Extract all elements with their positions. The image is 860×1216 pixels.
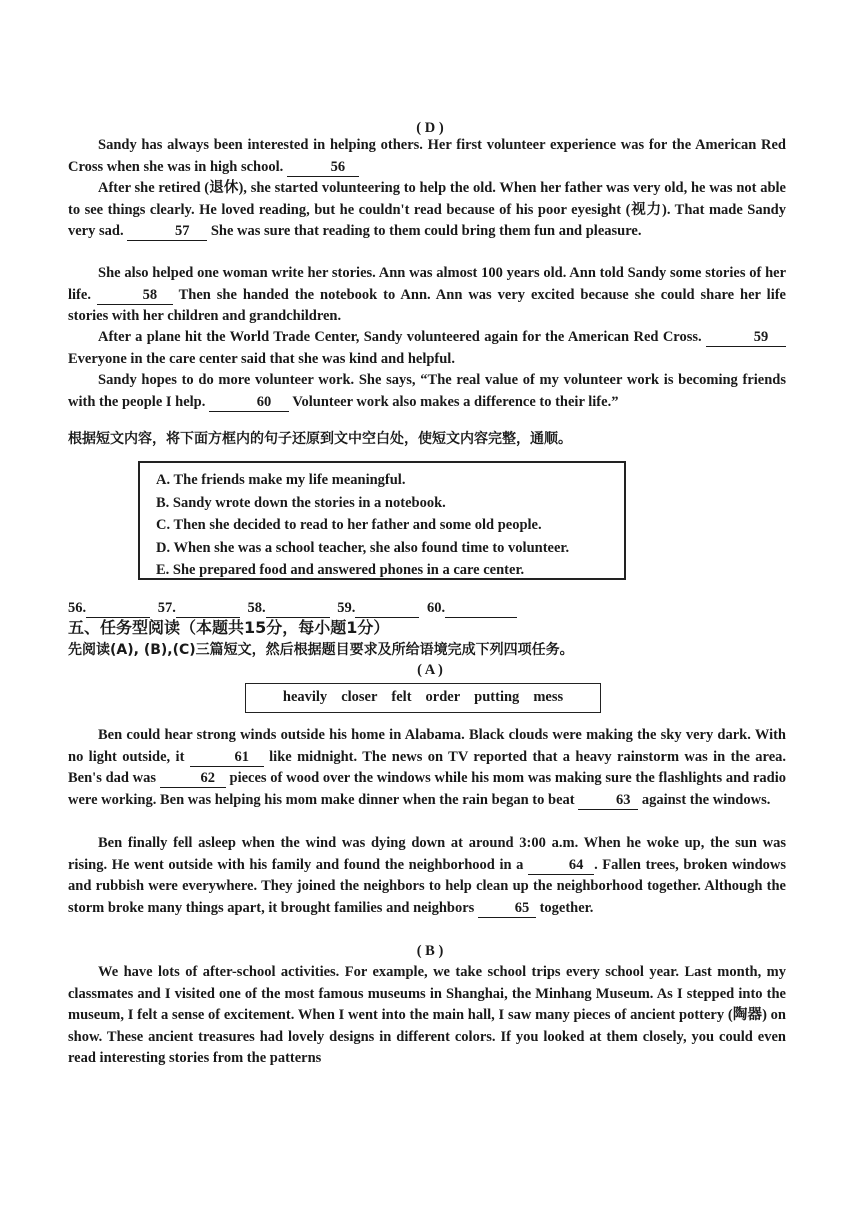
blank-63[interactable]: 63	[578, 791, 638, 810]
answer-label-58: 58.	[247, 600, 266, 616]
blank-64[interactable]: 64	[528, 856, 594, 875]
answer-blank-56[interactable]	[86, 599, 150, 618]
answer-label-59: 59.	[337, 600, 356, 616]
section-d-paragraph-3	[68, 263, 786, 328]
section-d-title: ( D )	[416, 120, 444, 136]
paragraph-text: She was sure that reading to them could bring them fun and pleasure.	[210, 223, 642, 239]
word-putting: putting	[474, 689, 520, 706]
answer-blank-58[interactable]	[266, 599, 330, 618]
option-a: A. The friends make my life meaningful.	[156, 472, 406, 488]
word-order: order	[425, 689, 461, 706]
blank-61[interactable]: 61	[190, 748, 264, 767]
blank-62[interactable]: 62	[160, 769, 226, 788]
word-heavily: heavily	[282, 689, 328, 706]
section-d-paragraph-2	[68, 178, 786, 243]
section-d-instruction: 根据短文内容，将下面方框内的句子还原到文中空白处，使短文内容完整，通顺。	[68, 431, 572, 447]
section-d-paragraph-1	[68, 135, 786, 178]
paragraph-text: Ben finally fell asleep when the wind was dying down at around 3:00 a.m. When he woke up, the sun was rising. He went outside with his family and found the neighborhood in a	[68, 835, 786, 873]
blank-58[interactable]: 58	[97, 286, 173, 305]
paragraph-text: against the windows.	[641, 791, 771, 808]
answer-label-57: 57.	[157, 600, 176, 616]
section-a-paragraph-2	[68, 833, 786, 919]
options-box	[138, 461, 626, 580]
answer-blank-60[interactable]	[445, 599, 517, 618]
word-mess: mess	[533, 689, 564, 706]
section-d-paragraph-4	[68, 327, 786, 370]
blank-59[interactable]: 59	[706, 328, 786, 347]
blank-56[interactable]: 56	[287, 158, 359, 177]
paragraph-text: Everyone in the care center said that she was kind and helpful.	[68, 350, 455, 367]
option-e: E. She prepared food and answered phones in a care center.	[156, 562, 525, 578]
word-closer: closer	[341, 689, 378, 706]
paragraph-text: . Fallen trees, broken windows and rubbish were everywhere. They joined the neighbors to help clean up the neighborhood together. Although the storm broke many things apart, it brought families and neighbors	[68, 856, 787, 916]
paragraph-text: Ben could hear strong winds outside his home in Alabama. Black clouds were making the sky very dark. With no light outside, it	[68, 727, 786, 765]
section-a-paragraph-1	[68, 725, 786, 811]
paragraph-text: After a plane hit the World Trade Center, Sandy volunteered again for the American Red Cross.	[98, 329, 702, 345]
section-b-title: ( B )	[416, 943, 444, 959]
answer-label-56: 56.	[68, 600, 87, 616]
paragraph-text: She also helped one woman write her stories. Ann was almost 100 years old. Ann told Sandy some stories of her life.	[68, 265, 786, 303]
option-b: B. Sandy wrote down the stories in a notebook.	[156, 494, 446, 511]
word-felt: felt	[391, 689, 412, 706]
word-bank-box	[245, 683, 601, 713]
section-a-title: ( A )	[417, 662, 443, 678]
option-c: C. Then she decided to read to her father and some old people.	[156, 517, 542, 533]
blank-60[interactable]: 60	[209, 393, 289, 412]
paragraph-text: Sandy has always been interested in helping others. Her first volunteer experience was for the American Red Cross when she was in high school.	[68, 137, 786, 175]
paragraph-text: Then she handed the notebook to Ann. Ann was very excited because she could share her life stories with her children and grandchildren.	[68, 286, 786, 324]
paragraph-text: Volunteer work also makes a difference to their life.”	[292, 393, 619, 410]
paragraph-text: After she retired (退休), she started volunteering to help the old. When her father was very old, he was not able to see things clearly. He loved reading, but he couldn't read because of his poor eyesight (视力). That made Sandy very sad.	[68, 180, 786, 239]
paragraph-text: together.	[539, 899, 594, 916]
blank-65[interactable]: 65	[478, 899, 536, 918]
option-d: D. When she was a school teacher, she also found time to volunteer.	[156, 539, 570, 556]
section-d-paragraph-5	[68, 370, 786, 413]
part-5-instruction: 先阅读(A), (B),(C)三篇短文，然后根据题目要求及所给语境完成下列四项任务。	[68, 642, 574, 658]
paragraph-text: like midnight. The news on TV reported that a heavy rainstorm was in the area. Ben's dad was	[68, 748, 787, 786]
answer-label-60: 60.	[427, 600, 446, 616]
part-5-heading: 五、任务型阅读（本题共15分，每小题1分）	[68, 618, 390, 637]
answer-blank-59[interactable]	[355, 599, 419, 618]
blank-57[interactable]: 57	[127, 222, 207, 241]
answer-blank-57[interactable]	[176, 599, 240, 618]
section-b-paragraph-1: We have lots of after-school activities. For example, we take school trips every school year. Last month, my classmates and I visited one of the most famous museums in Shanghai, the Minhang Museum. As I stepped into the museum, I felt a sense of excitement. When I went into the main hall, I saw many pieces of ancient pottery (陶器) on show. These ancient treasures had lovely designs in different colors. If you looked at them closely, you could even read interesting stories from the patterns	[68, 964, 786, 1066]
paragraph-text: pieces of wood over the windows while his mom was making sure the flashlights and radio were working. Ben was helping his mom make dinner when the rain began to beat	[68, 770, 787, 808]
paragraph-text: Sandy hopes to do more volunteer work. She says, “The real value of my volunteer work is becoming friends with the people I help.	[68, 372, 786, 410]
